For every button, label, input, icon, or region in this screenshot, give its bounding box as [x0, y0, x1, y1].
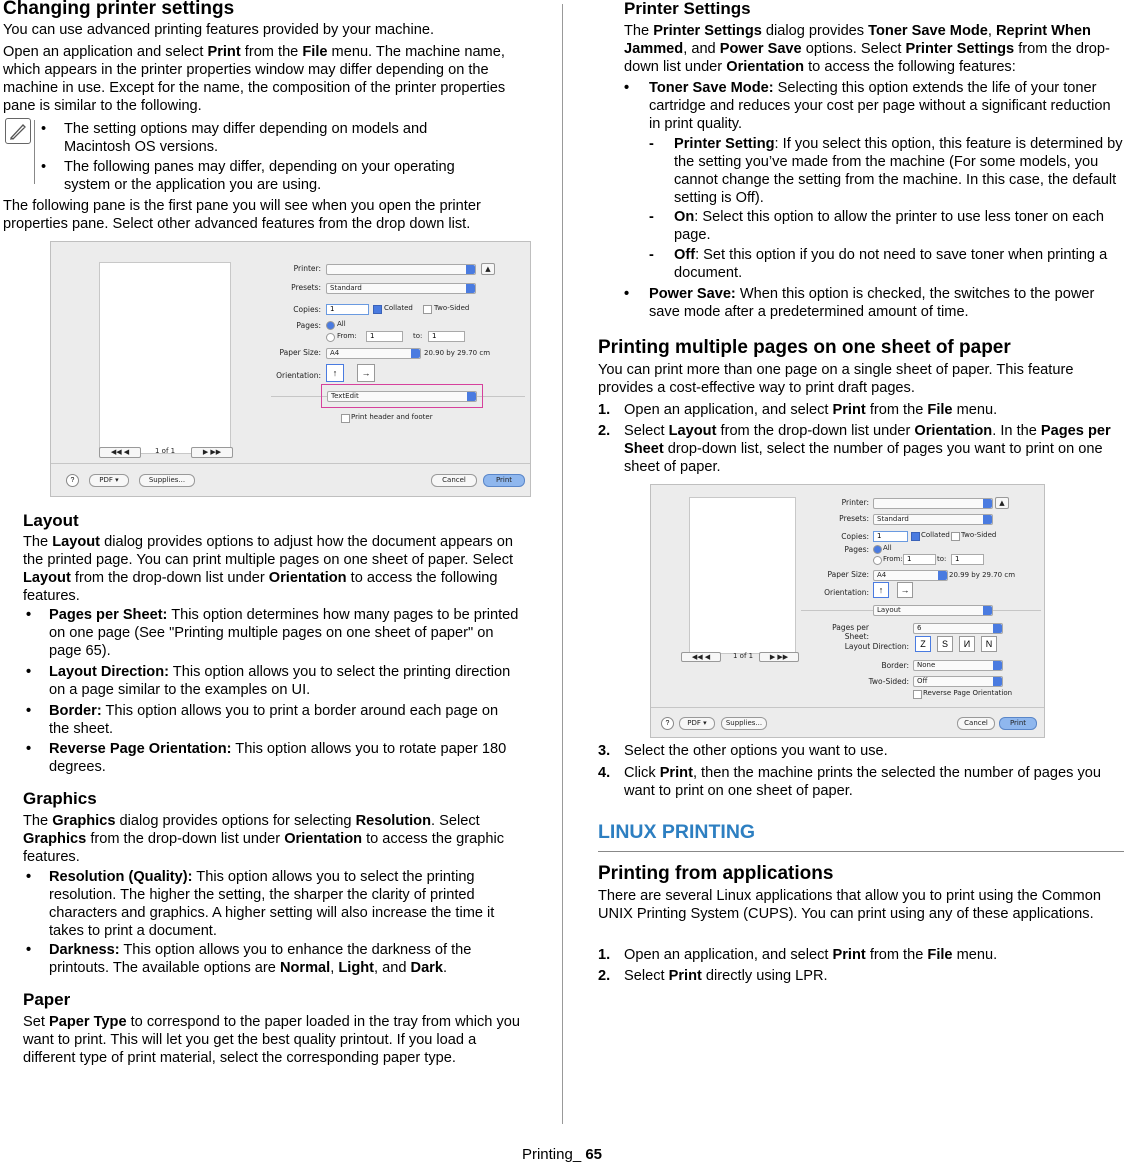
pages-label: Pages: — [296, 321, 321, 330]
preview-page — [689, 497, 796, 654]
layout-item: Reverse Page Orientation: This option allows you to rotate paper 180 degrees. — [49, 741, 507, 775]
layout-item: Border: This option allows you to print a border around each page on the sheet. — [49, 703, 499, 737]
sub-item: On: Select this option to allow the printer to use less toner on each page. — [674, 209, 1104, 243]
paper-size-label: Paper Size: — [279, 348, 321, 357]
page-count: 1 of 1 — [733, 652, 754, 660]
app-menu-select: Layout — [873, 605, 993, 616]
presets-select: Standard — [873, 514, 993, 525]
toner-save-item: Toner Save Mode: Selecting this option extends the life of your toner cartridge and reduces your cost per page without a significant reduction in print quality. — [649, 80, 1111, 132]
printer-label: Printer: — [293, 264, 321, 273]
landscape-icon: → — [897, 582, 913, 598]
pane-intro: The following pane is the first pane you will see when you open the printer properties pane. Select other advanced features from the drop down list. — [3, 198, 481, 232]
printer-select — [873, 498, 993, 509]
note-item-2: The following panes may differ, depending on your operating system or the application you are using. — [64, 159, 455, 193]
note-pencil-icon — [5, 118, 31, 144]
step-4: Click Print, then the machine prints the selected the number of pages you want to print on one sheet of paper. — [624, 765, 1102, 799]
pages-all-radio — [873, 545, 882, 554]
graphics-item: Darkness: This option allows you to enhance the darkness of the printouts. The available options are Normal, Light, and Dark. — [49, 942, 472, 976]
bullet: • — [26, 942, 32, 958]
page-footer: Printing_ 65 — [521, 1146, 603, 1163]
bullet: • — [26, 869, 32, 885]
copies-input: 1 — [873, 531, 908, 542]
note-item-1: The setting options may differ depending on models and Macintosh OS versions. — [64, 121, 428, 155]
pdf-button: PDF ▾ — [89, 474, 129, 487]
step-number: 2. — [598, 423, 611, 439]
presets-label: Presets: — [291, 283, 321, 292]
print-button: Print — [483, 474, 525, 487]
linux-intro: There are several Linux applications that allow you to print using the Common UNIX Printing System (CUPS). You can print using any of these applications. — [598, 888, 1101, 922]
layout-direction-label: Layout Direction: — [844, 642, 909, 651]
two-sided-checkbox — [951, 532, 960, 541]
paper-heading: Paper — [23, 990, 71, 1009]
paper-size-select: A4 — [873, 570, 948, 581]
paper-size-select: A4 — [326, 348, 421, 359]
supplies-button: Supplies... — [721, 717, 767, 730]
paper-paragraph: Set Paper Type to correspond to the paper loaded in the tray from which you want to print. This will let you get the best quality printout. If you load a different type of print material, select the corresponding paper type. — [23, 1014, 521, 1066]
pages-all-label: All — [337, 320, 346, 328]
step-number: 3. — [598, 743, 611, 759]
printer-label: Printer: — [841, 498, 869, 507]
cancel-button: Cancel — [957, 717, 995, 730]
collated-label: Collated — [921, 531, 950, 539]
layout-item: Layout Direction: This option allows you to select the printing direction on a page similar to the examples on UI. — [49, 664, 511, 698]
intro-paragraph: You can use advanced printing features provided by your machine. — [3, 22, 435, 38]
printer-toggle-button: ▲ — [481, 263, 495, 275]
bullet: • — [26, 664, 32, 680]
graphics-paragraph: The Graphics dialog provides options for selecting Resolution. Select Graphics from the drop-down list under Orientation to access the graphic features. — [23, 813, 504, 865]
print-header-checkbox — [341, 414, 350, 423]
bullet: • — [624, 286, 630, 302]
copies-input: 1 — [326, 304, 369, 315]
linux-step-1: Open an application, and select Print from the File menu. — [624, 947, 998, 963]
orientation-label: Orientation: — [824, 588, 869, 597]
two-sided-label: Two-Sided — [961, 531, 997, 539]
step-1: Open an application, and select Print from the File menu. — [624, 402, 998, 418]
from-input: 1 — [366, 331, 403, 342]
portrait-icon: ↑ — [326, 364, 344, 382]
help-icon: ? — [66, 474, 79, 487]
direction-z-icon: Z — [915, 636, 931, 652]
dash: - — [649, 136, 654, 152]
step-3: Select the other options you want to use. — [624, 743, 888, 759]
note-divider — [34, 120, 35, 184]
layout-paragraph: The Layout dialog provides options to adjust how the document appears on the printed page. You can print multiple pages on one sheet of paper. Select Layout from the drop-down list under Orientation to access the following features. — [23, 534, 514, 604]
bullet: • — [26, 607, 32, 623]
paper-size-label: Paper Size: — [827, 570, 869, 579]
to-label: to: — [937, 555, 947, 563]
separator — [651, 707, 1044, 708]
note-box — [3, 118, 523, 194]
two-sided-label: Two-Sided — [434, 304, 470, 312]
bullet: • — [26, 703, 32, 719]
direction-s-icon: S — [937, 636, 953, 652]
page-count: 1 of 1 — [155, 447, 176, 455]
pages-all-label: All — [883, 544, 892, 552]
note-bullet: • — [41, 159, 47, 175]
multi-pages-heading: Printing multiple pages on one sheet of paper — [598, 337, 1011, 358]
column-divider — [562, 4, 563, 1124]
print-dialog-screenshot — [50, 241, 531, 497]
print-button: Print — [999, 717, 1037, 730]
direction-n-icon: N — [981, 636, 997, 652]
linux-step-2: Select Print directly using LPR. — [624, 968, 828, 984]
linux-printing-heading: LINUX PRINTING — [598, 821, 756, 843]
copies-label: Copies: — [841, 532, 869, 541]
reverse-orientation-checkbox — [913, 690, 922, 699]
two-sided-checkbox — [423, 305, 432, 314]
pages-all-radio — [326, 321, 335, 330]
presets-select: Standard — [326, 283, 476, 294]
from-label: From: — [337, 332, 357, 340]
dash: - — [649, 209, 654, 225]
step-number: 1. — [598, 402, 611, 418]
sub-item: Printer Setting: If you select this option, this feature is determined by the setting you’ve made from the machine (For some models, you cannot change the setting from the machine. In this case, the default setting is Off). — [674, 136, 1123, 206]
step-2: Select Layout from the drop-down list under Orientation. In the Pages per Sheet drop-down list, select the number of pages you want to print on one sheet of paper. — [624, 423, 1111, 475]
intro-paragraph-2: Open an application and select Print from the File menu. The machine name, which appears in the printer properties window may differ depending on the machine in use. Except for the name, the composition of the printer properties pane is similar to the following. — [3, 44, 506, 114]
printer-settings-paragraph: The Printer Settings dialog provides Toner Save Mode, Reprint When Jammed, and Power Save options. Select Printer Settings from the drop-down list under Orientation to access the following features: — [624, 23, 1110, 75]
note-bullet: • — [41, 121, 47, 137]
section-title: Changing printer settings — [3, 0, 235, 19]
printer-settings-heading: Printer Settings — [624, 0, 751, 18]
collated-label: Collated — [384, 304, 413, 312]
app-menu-select: TextEdit — [327, 391, 477, 402]
copies-label: Copies: — [293, 305, 321, 314]
heading-rule — [598, 851, 1124, 852]
printer-select — [326, 264, 476, 275]
supplies-button: Supplies... — [139, 474, 195, 487]
paper-dimensions: 20.90 by 29.70 cm — [424, 349, 491, 357]
step-number: 1. — [598, 947, 611, 963]
next-page-button: ▶ ▶▶ — [759, 652, 799, 662]
power-save-item: Power Save: When this option is checked, the switches to the power save mode after a predetermined amount of time. — [649, 286, 1095, 320]
to-input: 1 — [951, 554, 984, 565]
landscape-icon: → — [357, 364, 375, 382]
separator — [51, 463, 530, 464]
layout-heading: Layout — [23, 511, 79, 530]
border-label: Border: — [881, 661, 909, 670]
step-number: 2. — [598, 968, 611, 984]
to-label: to: — [413, 332, 423, 340]
multi-intro: You can print more than one page on a single sheet of paper. This feature provides a cost-effective way to print draft pages. — [598, 362, 1074, 396]
pages-per-sheet-select: 6 — [913, 623, 1003, 634]
graphics-item: Resolution (Quality): This option allows you to select the printing resolution. The higher the setting, the sharper the clarity of printed characters and graphics. A higher setting will also increase the time it takes to print a document. — [49, 869, 495, 939]
printer-toggle-button: ▲ — [995, 497, 1009, 509]
two-sided-select: Off — [913, 676, 1003, 687]
preview-page — [99, 262, 231, 454]
print-header-label: Print header and footer — [351, 413, 433, 421]
reverse-orientation-label: Reverse Page Orientation — [923, 689, 1013, 697]
portrait-icon: ↑ — [873, 582, 889, 598]
pdf-button: PDF ▾ — [679, 717, 715, 730]
prev-page-button: ◀◀ ◀ — [681, 652, 721, 662]
from-input: 1 — [903, 554, 936, 565]
sub-item: Off: Set this option if you do not need to save toner when printing a document. — [674, 247, 1108, 281]
orientation-label: Orientation: — [276, 371, 321, 380]
graphics-heading: Graphics — [23, 789, 97, 808]
step-number: 4. — [598, 765, 611, 781]
pages-per-sheet-label: Pages per Sheet: — [832, 623, 869, 641]
prev-page-button: ◀◀ ◀ — [99, 447, 141, 458]
border-select: None — [913, 660, 1003, 671]
dash: - — [649, 247, 654, 263]
collated-checkbox — [373, 305, 382, 314]
paper-dimensions: 20.99 by 29.70 cm — [949, 571, 1016, 579]
next-page-button: ▶ ▶▶ — [191, 447, 233, 458]
printing-from-apps-heading: Printing from applications — [598, 863, 834, 884]
presets-label: Presets: — [839, 514, 869, 523]
direction-n-reverse-icon: И — [959, 636, 975, 652]
collated-checkbox — [911, 532, 920, 541]
to-input: 1 — [428, 331, 465, 342]
two-sided-select-label: Two-Sided: — [868, 677, 909, 686]
bullet: • — [624, 80, 630, 96]
pages-label: Pages: — [844, 545, 869, 554]
layout-dialog-screenshot — [650, 484, 1045, 738]
bullet: • — [26, 741, 32, 757]
help-icon: ? — [661, 717, 674, 730]
pages-from-radio — [873, 556, 882, 565]
cancel-button: Cancel — [431, 474, 477, 487]
from-label: From: — [883, 555, 903, 563]
pages-from-radio — [326, 333, 335, 342]
layout-item: Pages per Sheet: This option determines how many pages to be printed on one page (See "Printing multiple pages on one sheet of paper" on page 65). — [49, 607, 519, 659]
